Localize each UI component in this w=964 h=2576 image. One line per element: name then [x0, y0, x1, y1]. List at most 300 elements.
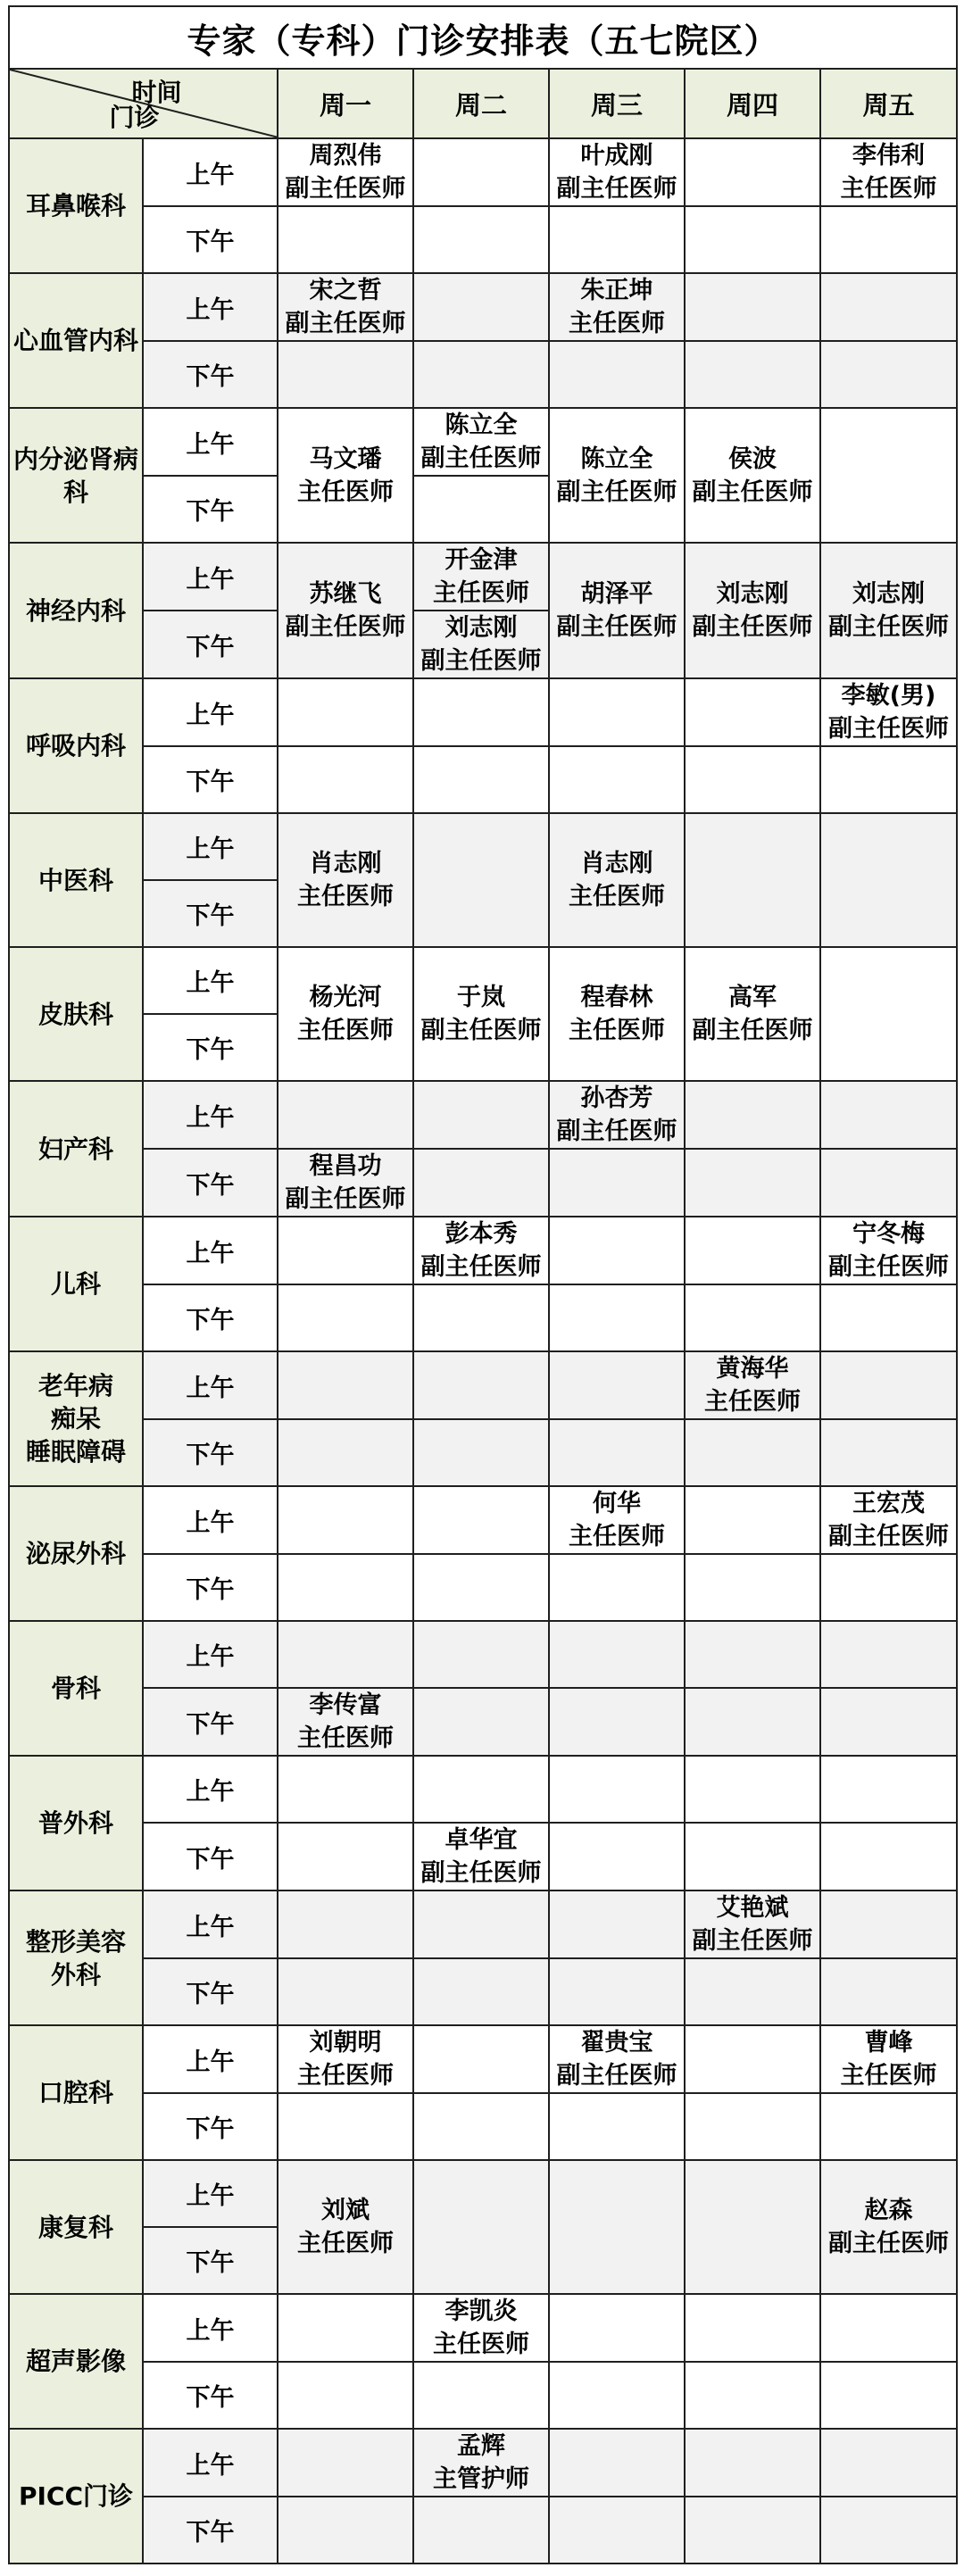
table-row — [9, 1554, 957, 1621]
department-name: PICC门诊 — [9, 2429, 143, 2564]
schedule-cell-tue-am — [413, 1890, 549, 1958]
doctor-title: 副主任医师 — [692, 613, 813, 641]
schedule-cell-wed-am — [549, 273, 685, 341]
doctor-name: 彭本秀 — [445, 1220, 518, 1248]
schedule-cell-fri-pm — [820, 206, 957, 273]
doctor-title: 主任医师 — [297, 2230, 394, 2257]
schedule-cell-tue-allday — [413, 947, 549, 1081]
schedule-cell-wed-am — [549, 678, 685, 746]
schedule-cell-fri-pm — [820, 2497, 957, 2564]
doctor-entry — [278, 2194, 412, 2260]
afternoon-label: 下午 — [143, 746, 278, 813]
department-name — [9, 1351, 143, 1486]
schedule-cell-thu-allday — [685, 813, 820, 947]
schedule-table — [8, 5, 958, 2564]
schedule-cell-fri-am — [820, 1890, 957, 1958]
schedule-cell-mon-am — [278, 138, 413, 206]
schedule-cell-thu-pm — [685, 2362, 820, 2429]
doctor-entry — [414, 1824, 548, 1890]
schedule-cell-wed-am — [549, 1486, 685, 1554]
doctor-title: 副主任医师 — [285, 310, 406, 337]
doctor-title: 主任医师 — [433, 2331, 529, 2358]
schedule-cell-wed-pm — [549, 1958, 685, 2025]
table-row — [9, 1688, 957, 1756]
doctor-name: 程昌功 — [309, 1152, 382, 1180]
schedule-cell-fri-am — [820, 1081, 957, 1149]
schedule-cell-wed-pm — [549, 341, 685, 408]
doctor-entry — [550, 981, 684, 1047]
schedule-cell-thu-am — [685, 1351, 820, 1419]
doctor-name: 刘斌 — [321, 2197, 370, 2224]
morning-label: 上午 — [143, 678, 278, 746]
doctor-entry — [550, 1082, 684, 1148]
schedule-cell-wed-pm — [549, 1149, 685, 1217]
schedule-cell-tue-am — [413, 1351, 549, 1419]
schedule-cell-fri-am — [820, 273, 957, 341]
doctor-entry — [278, 981, 412, 1047]
morning-label: 上午 — [143, 408, 278, 476]
doctor-entry — [821, 679, 956, 745]
doctor-title: 副主任医师 — [556, 2062, 677, 2090]
schedule-cell-wed-allday — [549, 813, 685, 947]
doctor-name: 曹峰 — [864, 2029, 913, 2057]
doctor-name: 刘志刚 — [445, 614, 518, 642]
schedule-cell-wed-am — [549, 2429, 685, 2497]
schedule-cell-thu-allday — [685, 408, 820, 543]
doctor-name: 胡泽平 — [580, 580, 653, 608]
doctor-title: 主任医师 — [297, 883, 394, 910]
schedule-cell-mon-pm — [278, 1958, 413, 2025]
schedule-cell-wed-am — [549, 1756, 685, 1823]
doctor-entry — [821, 2194, 956, 2260]
schedule-cell-thu-pm — [685, 1554, 820, 1621]
schedule-cell-wed-pm — [549, 1823, 685, 1890]
corner-time-label: 时间 — [131, 78, 182, 107]
doctor-name: 李传富 — [309, 1691, 382, 1719]
schedule-cell-thu-allday — [685, 947, 820, 1081]
schedule-cell-tue-am — [413, 408, 549, 476]
schedule-cell-tue-allday — [413, 813, 549, 947]
doctor-title: 主任医师 — [297, 478, 394, 506]
doctor-entry — [278, 274, 412, 340]
doctor-entry — [821, 139, 956, 205]
department-name-line: 整形美容 — [25, 1926, 126, 1957]
day-header-fri: 周五 — [820, 69, 957, 138]
doctor-entry — [414, 2295, 548, 2361]
schedule-cell-tue-pm — [413, 206, 549, 273]
doctor-title: 副主任医师 — [420, 1859, 542, 1887]
schedule-cell-tue-pm — [413, 2497, 549, 2564]
day-header-wed: 周三 — [549, 69, 685, 138]
department-name: 超声影像 — [9, 2294, 143, 2429]
table-row — [9, 1217, 957, 1284]
department-name: 口腔科 — [9, 2025, 143, 2160]
schedule-cell-wed-pm — [549, 206, 685, 273]
afternoon-label: 下午 — [143, 880, 278, 947]
doctor-entry — [550, 1487, 684, 1553]
doctor-name: 朱正坤 — [580, 277, 653, 304]
doctor-title: 主任医师 — [569, 310, 665, 337]
schedule-cell-mon-allday — [278, 543, 413, 678]
morning-label: 上午 — [143, 543, 278, 611]
doctor-entry — [686, 443, 819, 509]
schedule-cell-fri-pm — [820, 1958, 957, 2025]
department-name: 泌尿外科 — [9, 1486, 143, 1621]
doctor-name: 艾艳斌 — [716, 1894, 789, 1922]
department-name-line: 痴呆 — [50, 1404, 101, 1433]
doctor-name: 陈立全 — [445, 411, 518, 439]
schedule-cell-tue-am — [413, 1081, 549, 1149]
doctor-title: 主任医师 — [297, 1724, 394, 1752]
schedule-cell-mon-allday — [278, 813, 413, 947]
afternoon-label: 下午 — [143, 611, 278, 678]
doctor-title: 副主任医师 — [285, 175, 406, 203]
schedule-cell-mon-pm — [278, 1419, 413, 1486]
doctor-name: 杨光河 — [309, 984, 382, 1011]
doctor-title: 副主任医师 — [420, 647, 542, 675]
schedule-cell-wed-pm — [549, 1419, 685, 1486]
schedule-cell-fri-pm — [820, 2362, 957, 2429]
doctor-name: 陈立全 — [580, 445, 653, 473]
schedule-cell-wed-am — [549, 1217, 685, 1284]
afternoon-label: 下午 — [143, 1554, 278, 1621]
schedule-cell-tue-pm — [413, 1419, 549, 1486]
schedule-cell-wed-pm — [549, 746, 685, 813]
schedule-cell-mon-pm — [278, 746, 413, 813]
corner-clinic-label: 门诊 — [109, 103, 160, 132]
doctor-name: 赵森 — [864, 2197, 913, 2224]
doctor-title: 副主任医师 — [285, 1185, 406, 1213]
schedule-cell-fri-pm — [820, 1688, 957, 1756]
doctor-name: 孙杏芳 — [580, 1084, 653, 1112]
doctor-name: 刘朝明 — [309, 2029, 382, 2057]
doctor-entry — [686, 1891, 819, 1957]
schedule-cell-thu-am — [685, 678, 820, 746]
schedule-cell-tue-pm — [413, 746, 549, 813]
table-row — [9, 1823, 957, 1890]
schedule-cell-thu-pm — [685, 1419, 820, 1486]
doctor-name: 苏继飞 — [309, 580, 382, 608]
morning-label: 上午 — [143, 138, 278, 206]
table-row — [9, 1756, 957, 1823]
schedule-cell-mon-am — [278, 273, 413, 341]
schedule-cell-tue-pm — [413, 1688, 549, 1756]
schedule-cell-tue-pm — [413, 1149, 549, 1217]
doctor-title: 主管护师 — [433, 2465, 529, 2493]
schedule-cell-thu-am — [685, 2294, 820, 2362]
schedule-cell-wed-am — [549, 2025, 685, 2093]
afternoon-label: 下午 — [143, 2093, 278, 2160]
morning-label: 上午 — [143, 1890, 278, 1958]
schedule-cell-fri-pm — [820, 2093, 957, 2160]
doctor-entry — [550, 443, 684, 509]
doctor-name: 李敏(男) — [841, 682, 936, 710]
doctor-title: 副主任医师 — [828, 2230, 949, 2257]
schedule-cell-thu-am — [685, 138, 820, 206]
schedule-cell-thu-pm — [685, 1149, 820, 1217]
schedule-cell-mon-am — [278, 1621, 413, 1688]
department-name: 骨科 — [9, 1621, 143, 1756]
morning-label: 上午 — [143, 273, 278, 341]
table-row — [9, 678, 957, 746]
department-name: 耳鼻喉科 — [9, 138, 143, 273]
schedule-cell-thu-pm — [685, 2497, 820, 2564]
doctor-title: 副主任医师 — [828, 715, 949, 743]
doctor-title: 副主任医师 — [692, 478, 813, 506]
department-name: 皮肤科 — [9, 947, 143, 1081]
schedule-cell-wed-allday — [549, 2160, 685, 2294]
day-header-mon: 周一 — [278, 69, 413, 138]
afternoon-label: 下午 — [143, 1958, 278, 2025]
schedule-cell-fri-am — [820, 1217, 957, 1284]
table-row — [9, 1419, 957, 1486]
table-row — [9, 2429, 957, 2497]
schedule-cell-fri-am — [820, 1756, 957, 1823]
schedule-cell-tue-am — [413, 1486, 549, 1554]
morning-label: 上午 — [143, 2025, 278, 2093]
doctor-name: 程春林 — [580, 984, 653, 1011]
doctor-name: 叶成刚 — [580, 142, 653, 170]
doctor-entry — [686, 1352, 819, 1418]
doctor-entry — [278, 1689, 412, 1755]
corner-header-cell — [9, 69, 278, 138]
afternoon-label: 下午 — [143, 476, 278, 543]
schedule-cell-tue-pm — [413, 341, 549, 408]
doctor-name: 高军 — [728, 984, 777, 1011]
schedule-cell-fri-allday — [820, 947, 957, 1081]
schedule-cell-mon-pm — [278, 2093, 413, 2160]
morning-label: 上午 — [143, 813, 278, 880]
schedule-cell-tue-am — [413, 543, 549, 611]
schedule-cell-tue-am — [413, 2429, 549, 2497]
department-name: 内分泌肾病科 — [9, 408, 143, 543]
schedule-cell-wed-am — [549, 1081, 685, 1149]
schedule-cell-wed-pm — [549, 2362, 685, 2429]
doctor-name: 卓华宜 — [445, 1826, 518, 1854]
schedule-cell-mon-pm — [278, 1688, 413, 1756]
schedule-cell-tue-am — [413, 1217, 549, 1284]
schedule-cell-tue-pm — [413, 476, 549, 543]
table-row — [9, 2294, 957, 2362]
schedule-cell-wed-pm — [549, 1284, 685, 1351]
table-row — [9, 1284, 957, 1351]
schedule-cell-thu-pm — [685, 1688, 820, 1756]
doctor-title: 主任医师 — [569, 1523, 665, 1550]
doctor-title: 主任医师 — [840, 2062, 937, 2090]
schedule-cell-tue-am — [413, 2025, 549, 2093]
schedule-cell-thu-am — [685, 273, 820, 341]
doctor-entry — [550, 578, 684, 644]
schedule-cell-mon-pm — [278, 206, 413, 273]
doctor-entry — [414, 409, 548, 475]
schedule-cell-wed-pm — [549, 2497, 685, 2564]
table-row — [9, 2497, 957, 2564]
schedule-cell-mon-pm — [278, 1149, 413, 1217]
schedule-cell-fri-am — [820, 1351, 957, 1419]
doctor-title: 主任医师 — [297, 2062, 394, 2090]
doctor-entry — [278, 2026, 412, 2092]
table-row — [9, 138, 957, 206]
afternoon-label: 下午 — [143, 1014, 278, 1081]
department-name: 呼吸内科 — [9, 678, 143, 813]
doctor-entry — [414, 611, 548, 677]
doctor-title: 副主任医师 — [420, 1253, 542, 1281]
doctor-title: 主任医师 — [840, 175, 937, 203]
doctor-title: 主任医师 — [433, 579, 529, 607]
schedule-cell-thu-pm — [685, 1823, 820, 1890]
schedule-cell-wed-pm — [549, 1554, 685, 1621]
table-row — [9, 206, 957, 273]
table-row — [9, 2160, 957, 2227]
doctor-entry — [414, 2430, 548, 2496]
doctor-title: 主任医师 — [569, 1017, 665, 1044]
schedule-cell-thu-am — [685, 1081, 820, 1149]
schedule-cell-wed-am — [549, 138, 685, 206]
schedule-cell-tue-pm — [413, 611, 549, 678]
schedule-cell-fri-am — [820, 678, 957, 746]
morning-label: 上午 — [143, 1081, 278, 1149]
doctor-name: 李凯炎 — [445, 2298, 518, 2325]
department-name-line: 老年病 — [37, 1371, 113, 1400]
table-row — [9, 2362, 957, 2429]
schedule-cell-thu-am — [685, 2025, 820, 2093]
morning-label: 上午 — [143, 1486, 278, 1554]
schedule-cell-thu-am — [685, 1621, 820, 1688]
schedule-cell-thu-am — [685, 1756, 820, 1823]
doctor-name: 刘志刚 — [716, 580, 789, 608]
doctor-name: 翟贵宝 — [580, 2029, 653, 2057]
schedule-cell-tue-am — [413, 273, 549, 341]
schedule-cell-tue-am — [413, 2294, 549, 2362]
schedule-cell-fri-pm — [820, 1823, 957, 1890]
doctor-entry — [278, 578, 412, 644]
doctor-title: 副主任医师 — [420, 1017, 542, 1044]
schedule-cell-mon-am — [278, 2429, 413, 2497]
doctor-title: 副主任医师 — [556, 175, 677, 203]
schedule-cell-wed-am — [549, 1890, 685, 1958]
doctor-entry — [278, 139, 412, 205]
schedule-cell-fri-pm — [820, 1554, 957, 1621]
schedule-cell-wed-allday — [549, 947, 685, 1081]
doctor-title: 副主任医师 — [692, 1017, 813, 1044]
doctor-title: 主任医师 — [569, 883, 665, 910]
schedule-cell-fri-am — [820, 1486, 957, 1554]
schedule-cell-fri-allday — [820, 408, 957, 543]
schedule-cell-fri-pm — [820, 1284, 957, 1351]
schedule-cell-wed-allday — [549, 543, 685, 678]
doctor-name: 马文璠 — [309, 445, 382, 473]
morning-label: 上午 — [143, 1756, 278, 1823]
department-name-line: 睡眠障碍 — [25, 1437, 126, 1467]
department-name: 神经内科 — [9, 543, 143, 678]
morning-label: 上午 — [143, 1621, 278, 1688]
doctor-name: 何华 — [593, 1490, 641, 1517]
department-name: 妇产科 — [9, 1081, 143, 1217]
doctor-name: 宋之哲 — [309, 277, 382, 304]
department-name-line: 外科 — [50, 1959, 101, 1990]
department-name: 普外科 — [9, 1756, 143, 1890]
afternoon-label: 下午 — [143, 206, 278, 273]
doctor-entry — [821, 1487, 956, 1553]
schedule-cell-wed-allday — [549, 408, 685, 543]
afternoon-label: 下午 — [143, 2497, 278, 2564]
doctor-entry — [821, 1217, 956, 1284]
schedule-cell-thu-pm — [685, 206, 820, 273]
doctor-name: 李伟利 — [852, 142, 925, 170]
schedule-cell-mon-am — [278, 1486, 413, 1554]
schedule-cell-wed-am — [549, 2294, 685, 2362]
morning-label: 上午 — [143, 1351, 278, 1419]
schedule-cell-fri-am — [820, 2294, 957, 2362]
morning-label: 上午 — [143, 947, 278, 1014]
schedule-cell-fri-am — [820, 2429, 957, 2497]
afternoon-label: 下午 — [143, 2362, 278, 2429]
schedule-cell-mon-am — [278, 2025, 413, 2093]
doctor-name: 侯波 — [728, 445, 777, 473]
doctor-entry — [278, 443, 412, 509]
schedule-cell-mon-pm — [278, 2497, 413, 2564]
schedule-cell-fri-allday — [820, 2160, 957, 2294]
doctor-title: 副主任医师 — [556, 613, 677, 641]
doctor-entry — [550, 847, 684, 913]
schedule-cell-wed-pm — [549, 1688, 685, 1756]
schedule-cell-tue-am — [413, 1756, 549, 1823]
schedule-cell-tue-am — [413, 1621, 549, 1688]
schedule-cell-thu-am — [685, 2429, 820, 2497]
schedule-cell-mon-pm — [278, 341, 413, 408]
doctor-title: 副主任医师 — [556, 478, 677, 506]
schedule-cell-mon-pm — [278, 1554, 413, 1621]
doctor-entry — [821, 578, 956, 644]
schedule-cell-wed-am — [549, 1351, 685, 1419]
doctor-title: 副主任医师 — [556, 1118, 677, 1145]
schedule-cell-fri-am — [820, 1621, 957, 1688]
schedule-cell-fri-pm — [820, 746, 957, 813]
schedule-cell-wed-am — [549, 1621, 685, 1688]
schedule-cell-thu-pm — [685, 1284, 820, 1351]
table-row — [9, 1890, 957, 1958]
schedule-cell-tue-pm — [413, 1554, 549, 1621]
table-row — [9, 2093, 957, 2160]
doctor-name: 孟辉 — [457, 2432, 505, 2460]
schedule-cell-thu-am — [685, 1486, 820, 1554]
schedule-cell-fri-pm — [820, 1149, 957, 1217]
schedule-cell-tue-pm — [413, 1958, 549, 2025]
schedule-cell-wed-pm — [549, 2093, 685, 2160]
doctor-name: 于岚 — [457, 984, 505, 1011]
doctor-title: 副主任医师 — [420, 445, 542, 472]
table-row — [9, 1958, 957, 2025]
schedule-cell-tue-am — [413, 138, 549, 206]
schedule-cell-mon-am — [278, 2294, 413, 2362]
table-row — [9, 746, 957, 813]
schedule-cell-mon-pm — [278, 1823, 413, 1890]
doctor-title: 主任医师 — [704, 1388, 801, 1416]
doctor-name: 王宏茂 — [852, 1490, 925, 1517]
schedule-cell-fri-pm — [820, 1419, 957, 1486]
schedule-cell-thu-allday — [685, 2160, 820, 2294]
doctor-entry — [686, 981, 819, 1047]
table-row — [9, 2025, 957, 2093]
schedule-cell-mon-pm — [278, 2362, 413, 2429]
doctor-entry — [278, 847, 412, 913]
table-row — [9, 947, 957, 1014]
schedule-cell-mon-pm — [278, 1284, 413, 1351]
doctor-name: 开金津 — [445, 546, 518, 574]
schedule-cell-mon-allday — [278, 2160, 413, 2294]
afternoon-label: 下午 — [143, 1419, 278, 1486]
schedule-cell-fri-am — [820, 2025, 957, 2093]
